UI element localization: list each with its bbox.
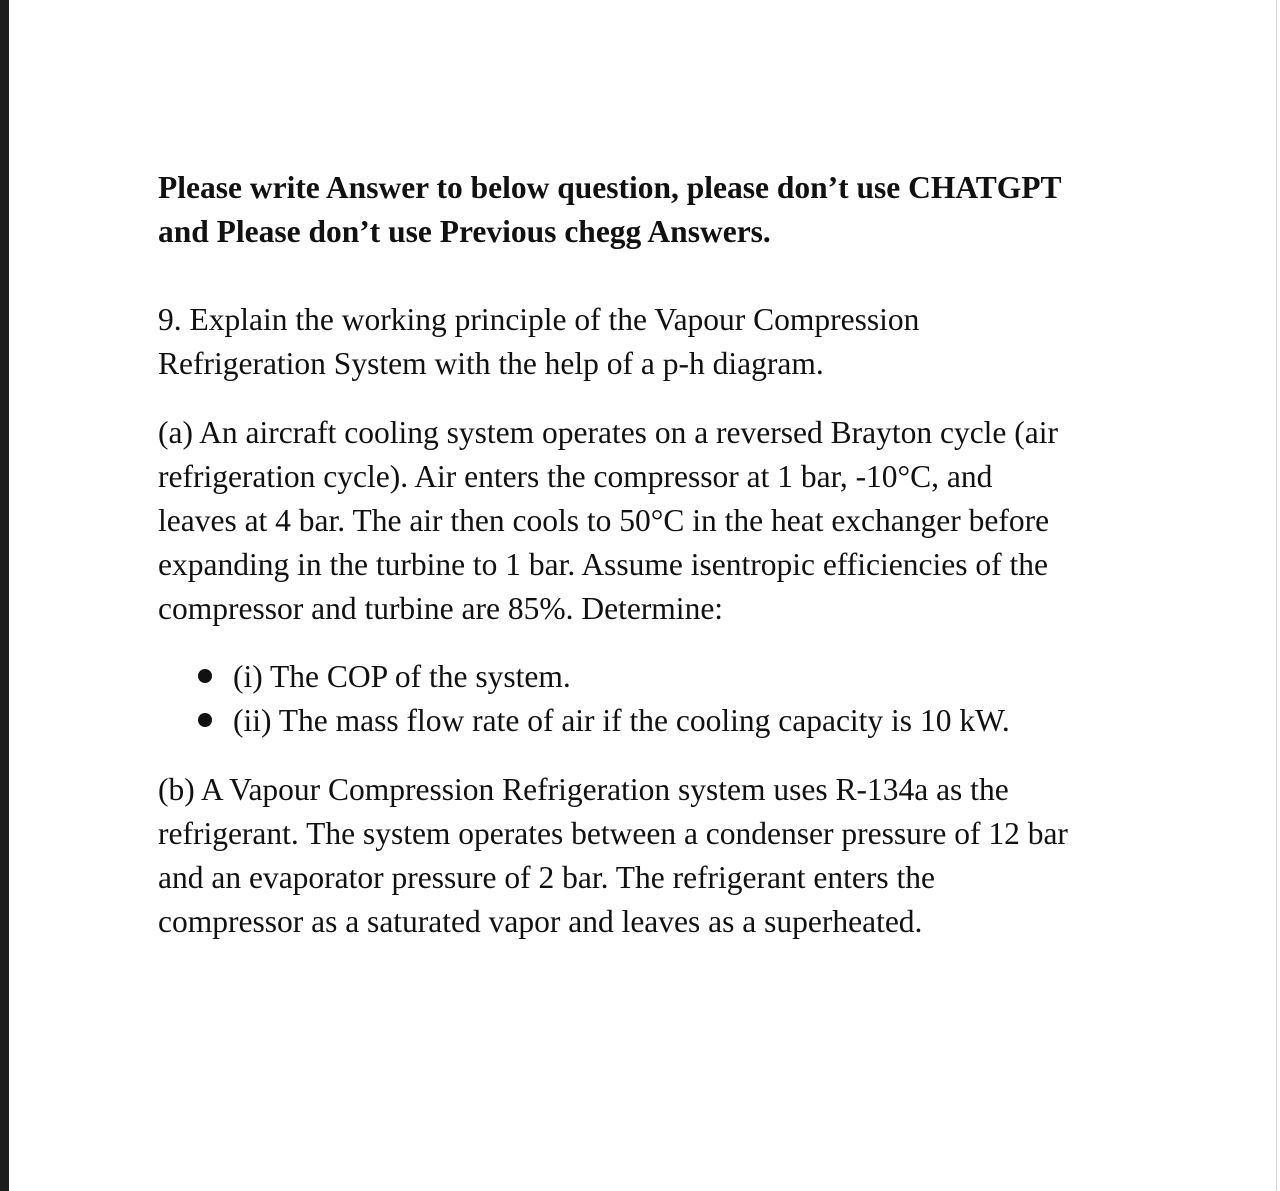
part-a-line: refrigeration cycle). Air enters the compressor at 1 bar, -10°C, and [158,459,993,494]
part-a-line: compressor and turbine are 85%. Determine: [158,591,724,626]
question-line: Refrigeration System with the help of a p-h diagram. [158,346,824,381]
part-a-line: (a) An aircraft cooling system operates on a reversed Brayton cycle (air [158,415,1058,450]
part-b-line: and an evaporator pressure of 2 bar. The refrigerant enters the [158,860,935,895]
list-item-text: (i) The COP of the system. [233,659,571,694]
part-a-line: leaves at 4 bar. The air then cools to 50°C in the heat exchanger before [158,503,1050,538]
part-b-line: refrigerant. The system operates between a condenser pressure of 12 bar [158,816,1068,851]
heading-line: Please write Answer to below question, please don’t use CHATGPT [158,170,1062,205]
question-line: 9. Explain the working principle of the Vapour Compression [158,302,920,337]
list-item [158,699,1158,743]
page-edge-line [1276,0,1277,1191]
bullet-icon [198,669,212,683]
part-b-paragraph [158,768,1158,944]
document-body [158,166,1158,944]
heading-line: and Please don’t use Previous chegg Answers. [158,214,771,249]
bullet-icon [198,713,212,727]
part-b-line: compressor as a saturated vapor and leaves as a superheated. [158,904,923,939]
part-b-line: (b) A Vapour Compression Refrigeration system uses R-134a as the [158,772,1009,807]
list-item [158,655,1158,699]
question-9 [158,298,1158,386]
window-edge-bar [0,0,9,1191]
part-a-subquestions [158,655,1158,743]
part-a-paragraph [158,411,1158,631]
list-item-text: (ii) The mass flow rate of air if the cooling capacity is 10 kW. [233,703,1010,738]
request-heading [158,166,1158,254]
part-a-line: expanding in the turbine to 1 bar. Assume isentropic efficiencies of the [158,547,1048,582]
